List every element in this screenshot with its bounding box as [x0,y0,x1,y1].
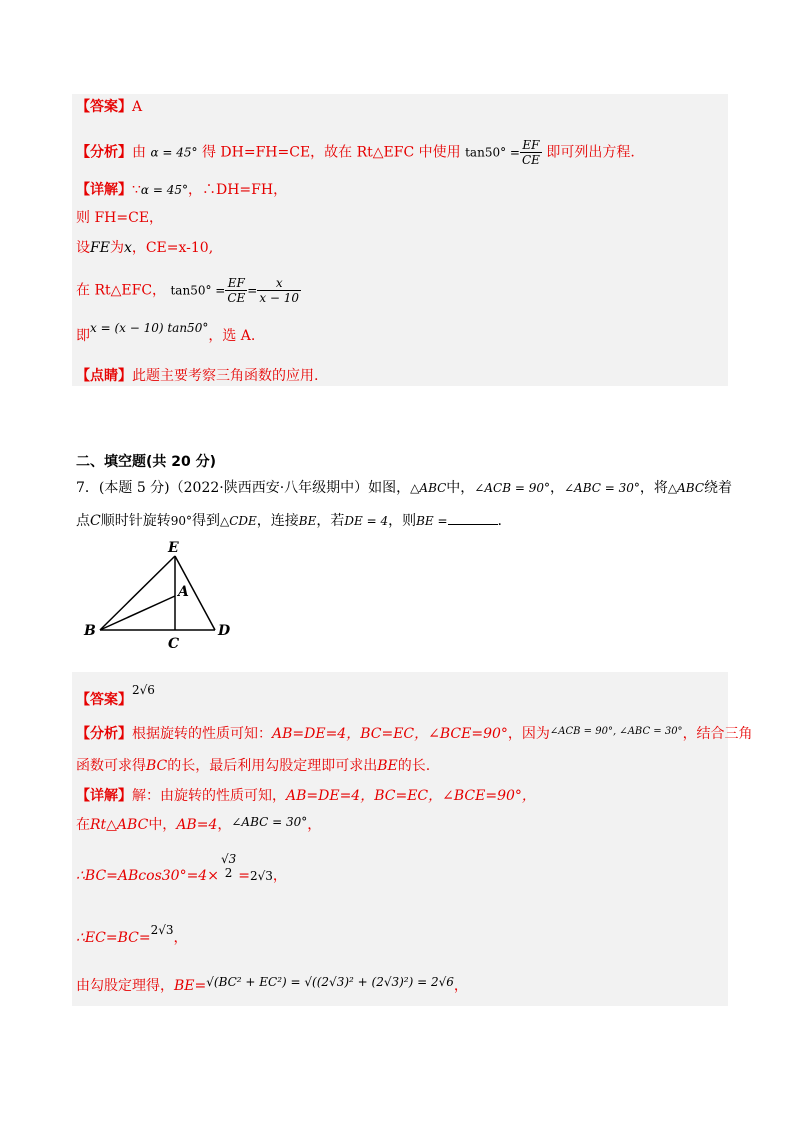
equals: = [247,283,258,298]
text: ， [217,817,232,833]
numerator: x [257,276,301,291]
label-a: A [178,584,189,600]
math: BE [377,758,398,774]
q6-ji-line [76,321,256,346]
text: 由勾股定理得， [76,978,174,994]
solution-box-q7 [72,672,728,1006]
analysis-tag: 【分析】 [76,144,132,161]
text: ，CE=x-10, [131,240,214,256]
fraction-ef-ce [520,138,542,167]
text: 得到 [192,513,220,529]
analysis-tag: 【分析】 [76,726,132,742]
text: 得 DH=FH=CE，故在 Rt△EFC 中使用 [201,144,461,161]
text: 解：由旋转的性质可知， [132,788,286,804]
math: AB=DE=4，BC=EC，∠BCE=90° [272,726,508,742]
triangle-figure [80,538,240,653]
text: 即可列出方程. [546,144,635,161]
var-fe: FE [90,240,110,256]
math: ∠ABC = 30° [231,815,308,829]
denominator: CE [227,291,246,305]
comment-text: 此题主要考察三角函数的应用. [132,368,319,384]
math: ∠ACB = 90° [474,481,550,495]
numerator: EF [225,276,247,291]
comment-tag: 【点睛】 [76,368,132,384]
point-c: C [90,513,101,529]
text: 为 [109,240,124,256]
fraction-ef-ce [225,276,247,305]
segment-be [100,556,175,630]
text: ，选 A. [208,328,256,344]
math: DE = 4 [344,514,389,528]
q7-answer-line [76,680,155,708]
text: 即 [76,328,90,344]
answer-value: 2√6 [132,683,155,697]
text: ，结合三角 [682,726,753,742]
q6-fh-line: 则 FH=CE， [76,210,164,226]
math: BE [298,514,317,528]
tan-expr: tan50° = [465,145,520,160]
q7-stem-line2 [76,510,502,531]
math: 90° [170,514,192,528]
text: 的长，最后利用勾股定理即可求出 [167,758,378,774]
text: ，因为 [507,726,550,742]
text: ，将 [639,480,668,496]
text: ， [173,930,188,946]
fraction-x [257,276,301,305]
text: 中， [148,817,177,833]
text: 顺时针旋转 [100,513,171,529]
denominator: 2 [224,866,233,880]
text: ∵ [132,182,141,198]
answer-tag: 【答案】 [76,99,132,115]
label-b: B [84,623,96,639]
q7-pythag-line [76,976,468,996]
math: AB=4 [176,817,218,833]
text: . [497,513,502,529]
text: ， [549,480,564,496]
q7-bc-line [76,852,287,884]
tan-expr: tan50° = [170,283,226,298]
segment-ba [100,596,175,630]
text: ，∴DH=FH， [187,182,288,198]
text: 在 [76,817,90,833]
math: Rt△ABC [90,817,149,833]
equation: √(BC² + EC²) = √((2√3)² + (2√3)²) = 2√6 [206,975,454,989]
text: ， [272,868,287,884]
text: 点 [76,513,90,529]
math: BE= [174,978,207,994]
q7-detail-line [76,786,536,806]
text: ，若 [316,513,345,529]
text: 根据旋转的性质可知： [132,726,272,742]
denominator: x − 10 [259,291,300,305]
q7-stem-line1 [76,478,732,498]
detail-tag: 【详解】 [76,182,132,198]
answer-blank [448,510,498,525]
math: △ABC [410,481,447,495]
math: BC [146,758,168,774]
text: ， [307,817,322,833]
label-d: D [218,623,231,639]
math: △CDE [220,514,257,528]
alpha-expr: α = 45° [140,183,188,197]
q7-rt-line [76,815,321,835]
text: 函数可求得 [76,758,146,774]
q7-analysis-line2 [76,756,430,776]
math: ∠ACB = 90°, ∠ABC = 30° [549,726,683,737]
text: 在 Rt△EFC， [76,282,167,299]
text: 的长. [397,758,431,774]
text: 由 [132,144,146,161]
label-e: E [168,540,179,556]
math: BE = [416,514,448,528]
text: 中， [446,480,475,496]
text: 绕着 [704,480,733,496]
q6-rt-line [76,276,301,305]
text: = [238,868,250,884]
q6-detail-line [76,180,287,200]
label-c: C [168,636,180,652]
text: ，则 [388,513,417,529]
detail-tag: 【详解】 [76,788,132,804]
math: 2√3 [249,869,273,883]
var-x: x [123,240,132,256]
q6-comment-line [76,366,318,386]
q7-analysis-line1 [76,724,753,746]
math: 2√3 [150,923,174,937]
q6-analysis-line [76,138,635,167]
text: ，连接 [256,513,299,529]
denominator: CE [521,153,540,167]
alpha-expr: α = 45° [150,145,198,160]
q7-ec-line [76,923,188,948]
text: ， [453,978,468,994]
numerator: √3 [220,852,237,866]
answer-tag: 【答案】 [76,692,132,708]
math: ∠ABC = 30° [563,481,640,495]
q6-set-line [76,238,213,258]
fraction-sqrt3-2 [219,852,238,880]
numerator: EF [520,138,542,153]
answer-value: A [132,99,143,115]
math: ∴EC=BC= [76,930,151,946]
section-heading: 二、填空题(共 20 分) [76,454,217,470]
q6-answer-line [76,97,142,117]
text: 7．(本题 5 分)（2022·陕西西安·八年级期中）如图， [76,480,411,496]
equation: x = (x − 10) tan50° [90,321,209,335]
text: 设 [76,240,90,256]
math: ∴BC=ABcos30°=4× [76,868,219,884]
math: △ABC [667,481,705,495]
math: AB=DE=4，BC=EC，∠BCE=90°， [286,788,536,804]
